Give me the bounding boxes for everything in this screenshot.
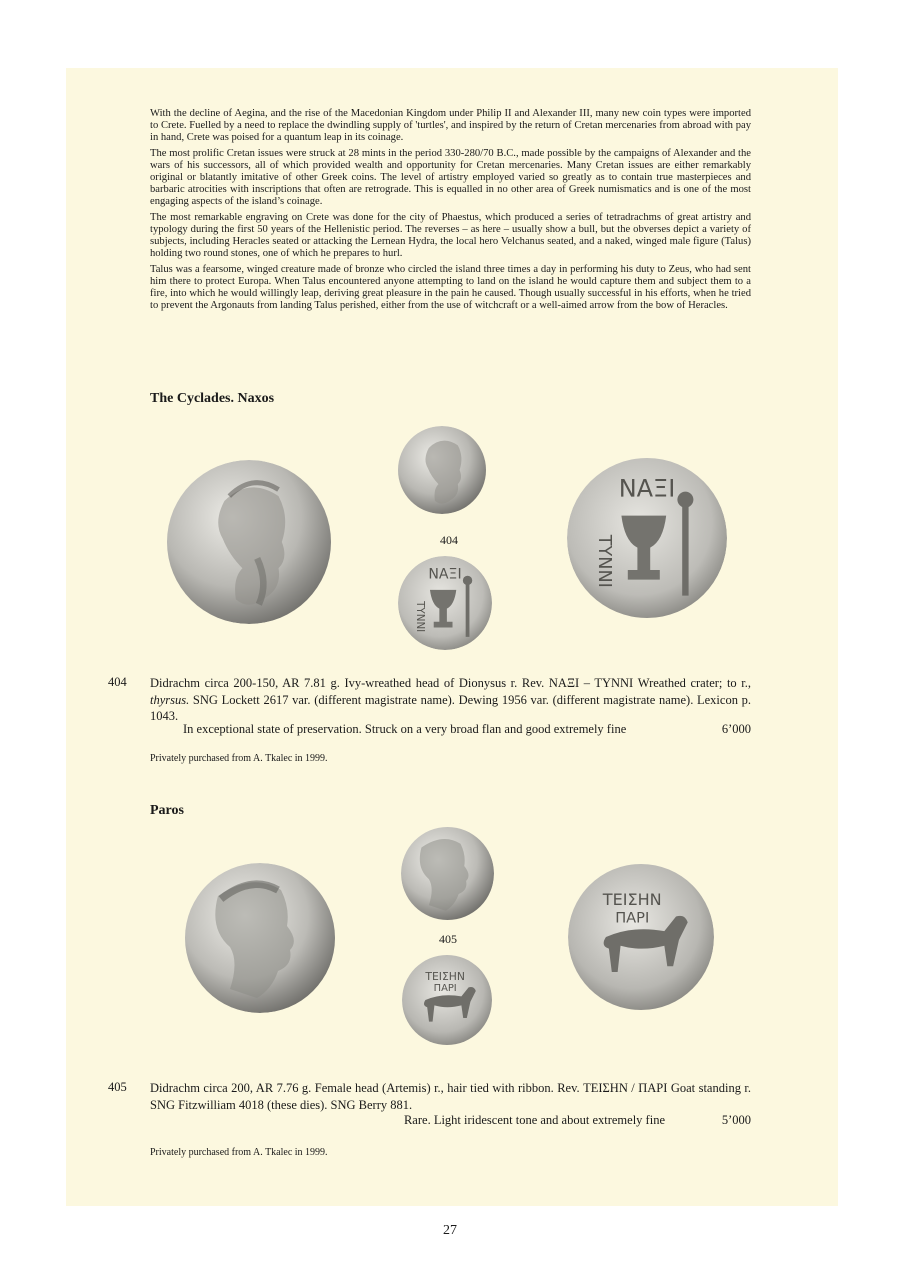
coin-obverse-large-artemis xyxy=(181,863,339,1013)
lot-condition: Rare. Light iridescent tone and about extremely fine xyxy=(403,1113,665,1127)
coin-obverse-small-dionysus xyxy=(397,426,487,514)
intro-paragraph: Talus was a fearsome, winged creature made of bronze who circled the island three times a day in performing his duty to Zeus, who had sent him there to protect Europa. When Talus encountered anyone attempting to land on the island he would capture them and subject them to a fire, into which he would willingly leap, deriving great pleasure in the pain he caused. Though usually successful in his efforts, when he tried to prevent the Argonauts from landing Talus perished, either from the use of witchcraft or a well-aimed arrow from the bow of Heracles. xyxy=(150,264,751,311)
coin-legend-top: ΤΕΙΣΗΝ xyxy=(425,970,465,984)
lot-estimate: 6’000 xyxy=(721,722,751,736)
lot-condition: In exceptional state of preservation. Struck on a very broad flan and good extremely fine xyxy=(183,722,627,736)
section-heading-paros: Paros xyxy=(150,803,184,818)
page-number: 27 xyxy=(443,1223,457,1238)
coin-legend-side: ΠΑΡΙ xyxy=(615,909,650,927)
desc-part: SNG Lockett 2617 var. (different magistrate name). Dewing 1956 var. (different magistrate name). Lexicon p. 1043. xyxy=(150,692,751,723)
coin-number-label: 404 xyxy=(440,533,458,547)
coin-legend-side: ΠΑΡΙ xyxy=(433,983,457,994)
lot-number: 404 xyxy=(108,675,127,689)
lot-condition-row xyxy=(150,1113,751,1129)
intro-paragraph: With the decline of Aegina, and the rise of the Macedonian Kingdom under Philip II and Alexander III, many new coin types were imported to Crete. Fuelled by a need to replace the dwindling supply of 'turtles', and inspired by the return of Cretan mercenaries from abroad with pay in hand, Crete was poised for a quantum leap in its coinage. xyxy=(150,108,751,143)
intro-paragraph: The most remarkable engraving on Crete was done for the city of Phaestus, which produced a series of tetradrachms of great artistry and typology during the first 50 years of the Hellenistic period. The reverses – as here – usually show a bull, but the obverses depict a variety of subjects, including Heracles seated or attacking the Lernean Hydra, the local hero Velchanus seated, and a naked, winged male figure (Talus) holding two round stones, one of which he prepares to hurl. xyxy=(150,212,751,259)
coin-legend-side: ΤΥΝΝΙ xyxy=(413,601,426,633)
coin-legend-top: ΤΕΙΣΗΝ xyxy=(602,889,662,909)
desc-part: Didrachm circa 200-150, AR 7.81 g. Ivy-wreathed head of Dionysus r. Rev. ΝΑΞΙ – ΤΥΝΝΙ Wreathed crater; to r., xyxy=(150,676,751,690)
section-heading-naxos: The Cyclades. Naxos xyxy=(150,391,275,406)
coin-reverse-large-crater xyxy=(567,457,727,619)
lot-number: 405 xyxy=(108,1080,127,1094)
coin-legend-top: ΝΑΞΙ xyxy=(618,474,676,503)
coin-obverse-small-artemis xyxy=(401,826,494,921)
desc-italic: thyrsus. xyxy=(150,692,190,707)
coin-obverse-large-dionysus xyxy=(165,460,333,624)
lot-description xyxy=(150,1080,751,1113)
lot-description xyxy=(150,675,751,725)
lot-estimate: 5’000 xyxy=(721,1113,751,1127)
coin-legend-top: ΝΑΞΙ xyxy=(428,566,462,583)
coin-reverse-large-goat xyxy=(568,862,714,1012)
lot-provenance: Privately purchased from A. Tkalec in 1999. xyxy=(150,753,328,764)
intro-paragraph: The most prolific Cretan issues were struck at 28 mints in the period 330-280/70 B.C., made possible by the campaigns of Alexander and the wars of his successors, all of which provided wealth and opportunity for Cretan mercenaries. Many Cretan issues are either remarkably original or blatantly imitative of other Greek coins. The level of artistry employed varied so greatly as to contain true masterpieces and barbaric atrocities with inscriptions that often are retrograde. This is equalled in no other area of Greek numismatics and is one of the most engaging aspects of the island’s coinage. xyxy=(150,148,751,207)
intro-text xyxy=(150,108,751,316)
coin-reverse-small-goat xyxy=(402,951,492,1049)
coin-legend-side: ΤΥΝΝΙ xyxy=(594,534,614,588)
lot-condition-row xyxy=(150,722,751,738)
coin-number-label: 405 xyxy=(439,932,457,946)
desc-part: Didrachm circa 200, AR 7.76 g. Female head (Artemis) r., hair tied with ribbon. Rev. ΤΕΙΣΗΝ / ΠΑΡΙ Goat standing r. SNG Fitzwilliam 4018 (these dies). SNG Berry 881. xyxy=(150,1081,751,1112)
coin-reverse-small-crater xyxy=(398,556,492,650)
lot-provenance: Privately purchased from A. Tkalec in 1999. xyxy=(150,1147,328,1158)
